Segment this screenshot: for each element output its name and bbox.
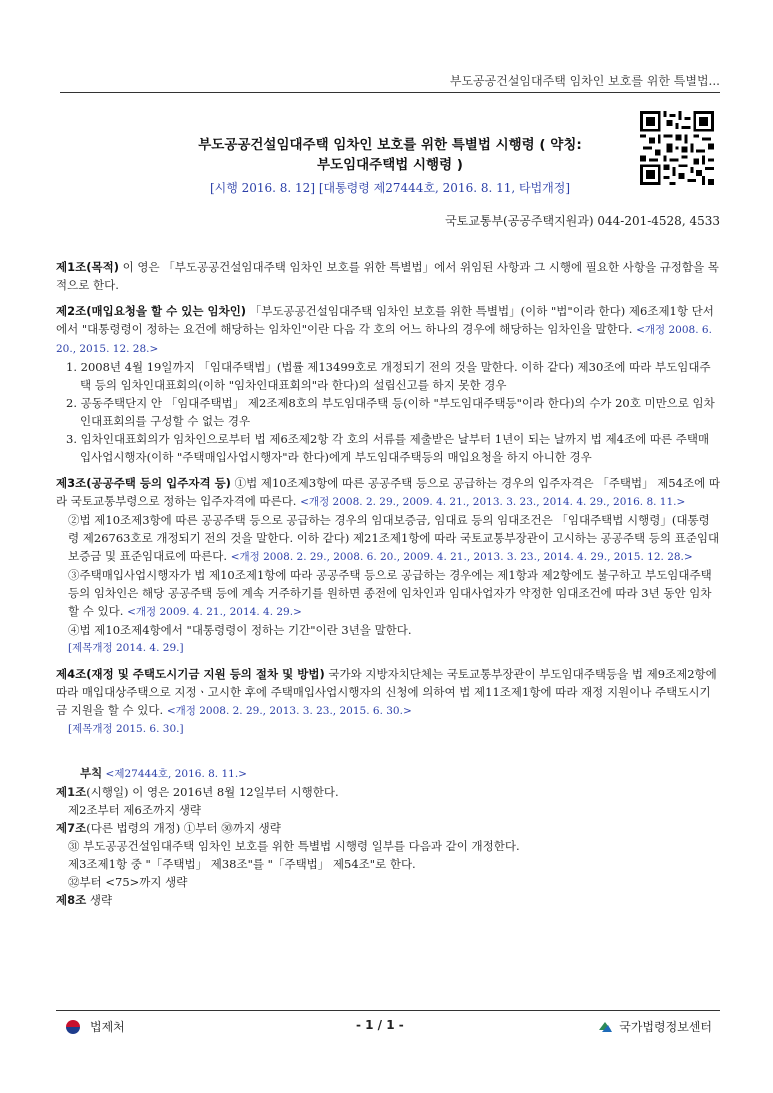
addenda-article-7-item-31: ㉛ 부도공공건설임대주택 임차인 보호를 위한 특별법 시행령 일부를 다음과 같이 개정한다.: [68, 839, 520, 853]
paragraph-3: ③주택매입사업시행자가 법 제10조제1항에 따라 공공주택 등으로 공급하는 경우에는 제1항과 제2항에도 불구하고 부도임대주택등의 임차인은 해당 공공주택 등에 계속 거주하기를 원하면 종전에 임차인과 임대사업자가 약정한 임대조건에 따라 3년 동안 임차할 수 있다.: [68, 568, 712, 618]
amendment-note: <개정 2008. 2. 29., 2008. 6. 20., 2009. 4. 21., 2013. 3. 23., 2014. 4. 29., 2015. 12. 28.>: [230, 551, 693, 563]
page-number: - 1 / 1 -: [356, 1018, 404, 1032]
footer: [56, 1018, 720, 1038]
article-4: [56, 665, 720, 738]
addenda-heading: 부칙 <제27444호, 2016. 8. 11.>: [80, 766, 247, 780]
article-title: 제4조(재정 및 주택도시기금 지원 등의 절차 및 방법): [56, 667, 325, 681]
law-info-center-icon: [597, 1020, 613, 1034]
amendment-note: <개정 2008. 2. 29., 2009. 4. 21., 2013. 3. 23., 2014. 4. 29., 2016. 8. 11.>: [300, 496, 686, 508]
running-header: 부도공공건설임대주택 임차인 보호를 위한 특별법...: [449, 74, 720, 88]
article-text: 국가와 지방자치단체는 국토교통부장관이 부도임대주택등을 법 제9조제2항에 따라 매입대상주택으로 지정ㆍ고시한 후에 주택매입사업시행자의 신청에 의하여 법 제11조제1항에 따라 재정 지원이나 주택도시기금 지원을 할 수 있다.: [56, 667, 717, 717]
article-1: [56, 258, 720, 294]
title-revision-note: [제목개정 2014. 4. 29.]: [68, 642, 184, 654]
addenda: [56, 764, 720, 909]
paragraph-2: ②법 제10조제3항에 따른 공공주택 등으로 공급하는 경우의 임대보증금, 임대료 등의 임대조건은 「임대주택법 시행령」(대통령령 제26763호로 개정되기 전의 것을 말한다. 이하 같다) 제21조제1항에 따라 국토교통부장관이 고시하는 공공주택 등의 표준임대보증금 및 표준임대료에 따른다.: [68, 513, 720, 563]
article-title: 제2조(매입요청을 할 수 있는 임차인): [56, 304, 247, 318]
title-revision-note: [제목개정 2015. 6. 30.]: [68, 723, 184, 735]
list-item: 2. 공동주택단지 안 「임대주택법」 제2조제8호의 부도임대주택 등(이하 "부도임대주택등"이라 한다)의 수가 20호 미만으로 임차인대표회의를 구성할 수 없는 경우: [66, 396, 715, 428]
footer-publisher: 법제처: [90, 1020, 125, 1034]
article-text: 「부도공공건설임대주택 임차인 보호를 위한 특별법」(이하 "법"이라 한다) 제6조제1항 단서에서 "대통령령이 정하는 요건에 해당하는 임차인"이란 다음 각 호의 어느 하나의 경우에 해당하는 임차인을 말한다.: [56, 304, 714, 336]
government-emblem-icon: [66, 1020, 80, 1034]
qr-code-icon: [640, 111, 714, 185]
footer-source: 국가법령정보센터: [619, 1020, 712, 1034]
title-block: [150, 135, 630, 196]
paragraph-4: ④법 제10조제4항에서 "대통령령이 정하는 기간"이란 3년을 말한다.: [68, 623, 412, 637]
addenda-article-7-item-32: ㉜부터 <75>까지 생략: [68, 875, 188, 889]
article-2: [56, 302, 720, 466]
article-text: 이 영은 「부도공공건설임대주택 임차인 보호를 위한 특별법」에서 위임된 사항과 그 시행에 필요한 사항을 규정함을 목적으로 한다.: [56, 260, 719, 292]
addenda-article-8: 제8조 생략: [56, 893, 113, 907]
ministry-contact: 국토교통부(공공주택지원과) 044-201-4528, 4533: [445, 214, 720, 228]
amendment-note: <개정 2008. 2. 29., 2013. 3. 23., 2015. 6. 30.>: [166, 705, 412, 717]
document-title-line-1: 부도공공건설임대주택 임차인 보호를 위한 특별법 시행령 ( 약칭:: [198, 137, 582, 153]
document-title-line-2: 부도임대주택법 시행령 ): [317, 157, 463, 173]
list-item: 3. 임차인대표회의가 임차인으로부터 법 제6조제2항 각 호의 서류를 제출받은 날부터 1년이 되는 날까지 법 제4조에 따른 주택매입사업시행자(이하 "주택매입사업시행자"라 한다)에게 부도임대주택등의 매입요청을 하지 아니한 경우: [66, 432, 710, 464]
addenda-omitted: 제2조부터 제6조까지 생략: [68, 803, 202, 817]
article-title: 제3조(공공주택 등의 입주자격 등): [56, 476, 231, 490]
amendment-note: <개정 2009. 4. 21., 2014. 4. 29.>: [127, 606, 302, 618]
document-body: [56, 258, 720, 909]
addenda-article-7-item-31-detail: 제3조제1항 중 "「주택법」 제38조"를 "「주택법」 제54조"로 한다.: [68, 857, 416, 871]
addenda-article-7: 제7조(다른 법령의 개정) ①부터 ㉚까지 생략: [56, 821, 281, 835]
footer-rule: [56, 1010, 720, 1011]
article-title: 제1조(목적): [56, 260, 119, 274]
paragraph-1: ①법 제10조제3항에 따른 공공주택 등으로 공급하는 경우의 입주자격은 「주택법」 제54조에 따라 국토교통부령으로 정하는 입주자격에 따른다.: [56, 476, 720, 508]
enforcement-info: [시행 2016. 8. 12] [대통령령 제27444호, 2016. 8. 11, 타법개정]: [209, 181, 571, 195]
addenda-article-1: 제1조(시행일) 이 영은 2016년 8월 12일부터 시행한다.: [56, 785, 339, 799]
list-item: 1. 2008년 4월 19일까지 「임대주택법」(법률 제13499호로 개정되기 전의 것을 말한다. 이하 같다) 제30조에 따라 부도임대주택 등의 임차인대표회의(이하 "임차인대표회의"라 한다)의 설립신고를 하지 못한 경우: [66, 360, 711, 392]
header-rule: [60, 92, 720, 93]
amendment-note: <개정 2008. 6. 20., 2015. 12. 28.>: [56, 324, 712, 355]
article-3: [56, 474, 720, 657]
